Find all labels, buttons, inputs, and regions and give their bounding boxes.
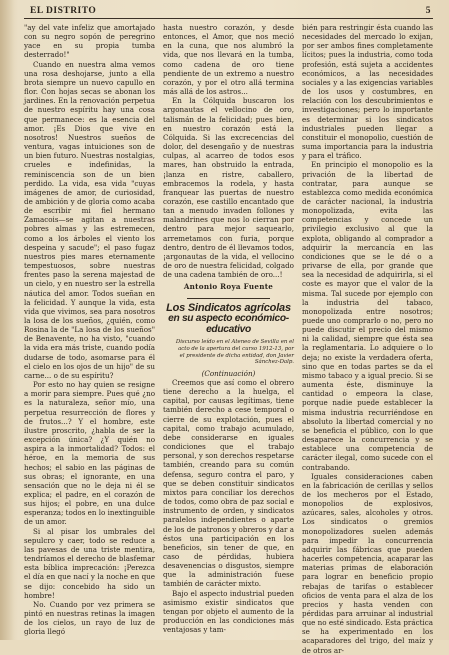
paragraph: Por esto no hay quien se resigne a morir para siempre. Pues qué ¿no es la naturaleza, señor mío, una perpetua resurrección de flores y de frutos...? Y el hombre, este ilustre proscrito, ¿habla de ser la excepción única? ¿Y quién no aspira a la inmortalidad? Todos: el héroe, en la memoria de sus hechos; el sabio en las páginas de sus obras; el ignorante, en una sensación que no le deja ni él se explica; el padre, en el corazón de sus hijos; el pobre, en una dulce esperanza; todos en lo inextinguible de un amor. xyxy=(24,380,155,527)
paragraph: Bajo el aspecto industrial pueden asimismo existir sindicatos que tengan por objeto el aumento de la producción en las condiciones más ventajosas y tam- xyxy=(163,588,294,635)
article-headline xyxy=(163,303,294,336)
paragraph: En la Cólquida buscaron los argonautas el vellocino de oro, talismán de la felicidad; pues bien, en nuestro corazón está la Cólquida. Si las excrecencias del dolor, del desengaño y de nuestras culpas, al acarreo de todos esos mares, han obstruido la entrada, ¡lanza en ristre, caballero, embracemos la rodela, y hasta franquear las puertas de nuestro corazón, ese castillo encantado que tan a menudo invaden follones y malandrines que nos lo cierran por dentro para mejor saquearlo, arremetamos con furia, porque dentro, dentro de él llevamos todos, ¡argonautas de la vida, el vellocino de oro de nuestra felicidad, colgado de una cadena también de oro...! xyxy=(163,96,294,280)
headline-line-2: en su aspecto económico-educativo xyxy=(168,313,289,335)
article-note: Discurso leído en el Ateneo de Sevilla en el acto de la apertura del curso 1912-13, por el presidente de dicha entidad, don Javier Sánchez-Dalp. xyxy=(175,339,294,366)
paragraph: "ay del vate infeliz que amortajado con su negro sopón de peregrino yace en su propia tumba desterrado!" xyxy=(24,23,155,60)
column-2 xyxy=(163,23,294,655)
continuation-label: (Continuación) xyxy=(201,368,256,378)
running-header xyxy=(24,6,433,19)
paragraph: En principio el monopolio es la privación de la libertad de contratar, para aunque se establezca como medida económica de carácter nacional, la industria monopolizada, evita las competencias y concede un privilegio exclusivo al que la explota, obligando al comprador a adquirir la mercancía en las condiciones que se le dé o a privarse de ella, por grande que sea la necesidad de adquirirla, si el coste es mayor que el valor de la misma. Tal sucede por ejemplo con la industria del tabaco, monopolizada entre nosotros; puede uno comprarlo o no, pero no puede discutir el precio del mismo ni la calidad, siempre que ésta sea la reglamentaria. Lo adquiere o lo deja; no existe la verdadera oferta, sino que en todas partes se da el mismo tabaco y a igual precio. Si se aumenta éste, disminuye la cantidad o empeora la clase, porque nadie puede establecer la misma industria recurriéndose en absoluto la libertad comercial y no se beneficia el público, con lo que desaparece la concurrencia y se establece una competencia de carácter ilegal, como sucede con el contrabando. xyxy=(302,160,433,472)
paragraph: bién para restringir ésta cuando las necesidades del mercado lo exijan, por ser ambos fines completamente lícitos; pues la industria, como toda profesión, está sujeta a accidentes económicos, a las necesidades sociales y a las exigencias variables de los usos y costumbres, en relación con los descubrimientos e investigaciones; pero lo importante es determinar si los sindicatos industriales pueden llegar a constituir el monopolio, cuestión de suma importancia para la industria y para el tráfico. xyxy=(302,23,433,161)
newspaper-title: EL DISTRITO xyxy=(30,6,97,16)
column-3 xyxy=(302,23,433,655)
paragraph: No. Cuando por vez primera se pintó en nuestras retinas la imagen de los cielos, un rayo de luz de gloria llegó xyxy=(24,599,155,637)
paragraph: Iguales consideraciones caben en la fabricación de cerillas y sellos de los mecheros por el Estado, monopolios de explosivos, azúcares, sales, alcoholes y otros. Los sindicatos o gremios monopolizadores suelen además para impedir la concurrencia adquirir las fábricas que pueden hacerles competencia, acaparar las materias primas de elaboración para lograr en beneficio propio rebajas de tarifas o establecer oficios de venta para el alza de los precios y hasta venden con pérdidas para arruinar al industrial que no esté sindicado. Esta práctica se ha experimentado en los acaparadores del trigo, del maíz y de otros ar- xyxy=(302,471,433,655)
text-columns xyxy=(24,23,433,655)
page-edge-shadow xyxy=(0,0,14,640)
article-signature: Antonio Roya Fuente xyxy=(183,282,274,292)
column-1 xyxy=(24,23,155,655)
paragraph: Cuando en nuestra alma vemos una rosa deshojarse, junto a ella brota siempre un nuevo capullo en flor. Con hojas secas se abonan los jardines. En la renovación perpetua de nuestro espíritu hay una cosa que permanece: es la esencia del amor. ¡Es Dios que vive en nosotros! Nuestros sueños de ventura, vagas intuiciones son de un bien futuro. Nuestras nostalgias, crueles e indefinidas, la reminiscencia son de un bien perdido. La vida, esa vida "cuyas imágenes de amor, de curiosidad, de ambición y de gloria como acaba de escribir mi fiel hermano Zamacois—se agitan a nuestras pobres almas y las estremecen, como a los árboles el viento los despeina y sacude"; el paso fugaz nuestros pies mares eternamente tempestuosos, sobre nuestras frentes paso la serena majestad de un cielo, y en nuestro ser la estrella náutica del amor. Todos sueñan en la felicidad. Y aunque la vida, esta vida que vivimos, sea para nosotros la losa de los sueños, ¿quién, como Rosina la de "La losa de los sueños" de Benavente, no ha visto, "cuando la vida era más triste, cuando podía dudarse de todo, asomarse para él el cielo en los ojos de un hijo" de su carne... o de su espíritu? xyxy=(24,59,155,380)
paragraph: Creemos que así como el obrero tiene derecho a la huelga, el capital, por causas legítimas, tiene también derecho a cese temporal o cierre de su explotación, pues el capital, como trabajo acumulado, debe considerarse en iguales condiciones que el trabajo personal, y son derechos respetarse también, creando para su común defensa, seguro contra el paro, y que se deben constituir sindicatos mixtos para conciliar los derechos de todos, como obra de paz social e instrumento de orden, y sindicatos paralelos independientes o aparte de los de patronos y obreros y dar a éstos una participación en los beneficios, sin tener de que, en caso de pérdidas, hubiera desavenencias o disgustos, siempre que la administración fuese también de carácter mixto. xyxy=(163,378,294,589)
article-divider xyxy=(187,298,270,299)
headline-line-1: Los Sindicatos agrícolas xyxy=(166,301,291,314)
page-number: 5 xyxy=(425,6,431,16)
paragraph: hasta nuestro corazón, y desde entonces, el Amor, que nos meció en la cuna, que nos alumbró la vida, que nos llevará en la tumba, como cadena de oro tiene pendiente de un extremo a nuestro corazón, y por el otro allá termina más allá de los astros... xyxy=(163,23,294,97)
paragraph: Si al pisar los umbrales del sepulcro y caer, todo se reduce a las pavesas de una triste mentira, tendríamos el derecho de blasfemar esta bíblica imprecación: ¡Perezca el día en que nací y la noche en que se dijo: concebido ha sido un hombre! xyxy=(24,526,155,600)
